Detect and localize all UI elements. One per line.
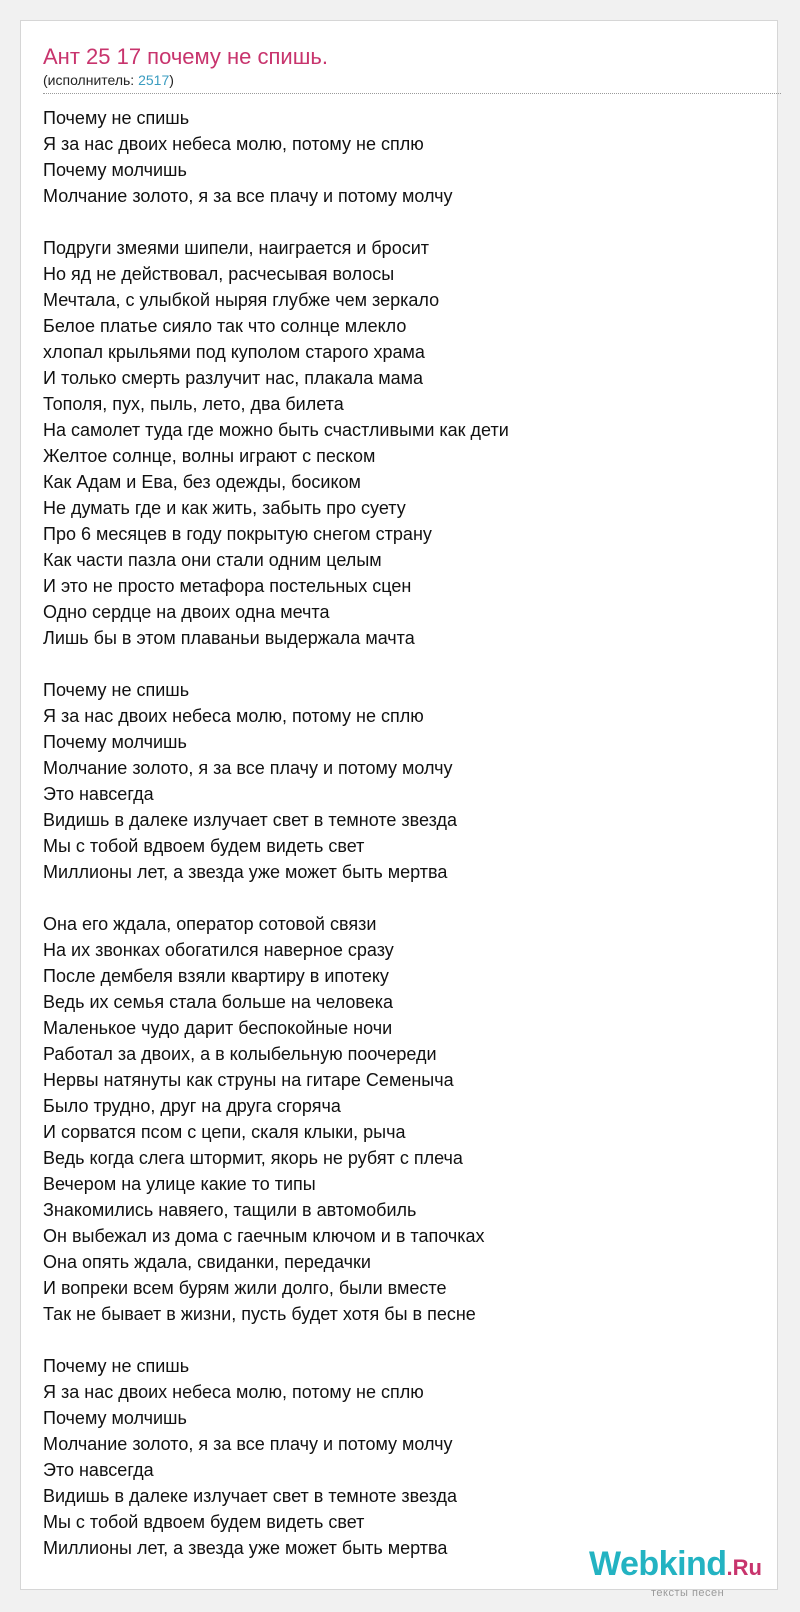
lyric-line: Миллионы лет, а звезда уже может быть мертва xyxy=(43,1538,448,1558)
lyric-line: На самолет туда где можно быть счастливыми как дети xyxy=(43,420,509,440)
lyric-line: хлопал крыльями под куполом старого храма xyxy=(43,342,425,362)
lyric-line: Про 6 месяцев в году покрытую снегом страну xyxy=(43,524,432,544)
lyric-line: Почему не спишь xyxy=(43,680,190,700)
lyric-line: Почему молчишь xyxy=(43,1408,187,1428)
artist-prefix: (исполнитель: xyxy=(43,72,139,88)
stanza-gap xyxy=(43,1327,509,1353)
lyric-line: Мы с тобой вдвоем будем видеть свет xyxy=(43,836,365,856)
lyric-line: Было трудно, друг на друга сгоряча xyxy=(43,1096,341,1116)
lyric-line: Ведь когда слега штормит, якорь не рубят с плеча xyxy=(43,1148,463,1168)
lyric-line: Мечтала, с улыбкой ныряя глубже чем зеркало xyxy=(43,290,440,310)
lyric-line: Как части пазла они стали одним целым xyxy=(43,550,382,570)
lyric-line: Маленькое чудо дарит беспокойные ночи xyxy=(43,1018,393,1038)
lyric-line: Нервы натянуты как струны на гитаре Семеныча xyxy=(43,1070,454,1090)
lyric-line: После дембеля взяли квартиру в ипотеку xyxy=(43,966,389,986)
lyric-line: И это не просто метафора постельных сцен xyxy=(43,576,412,596)
stanza-gap xyxy=(43,209,509,235)
lyric-line: Подруги змеями шипели, наиграется и бросит xyxy=(43,238,429,258)
lyric-line: Это навсегда xyxy=(43,784,154,804)
lyrics-text xyxy=(43,105,509,1561)
lyric-line: Это навсегда xyxy=(43,1460,154,1480)
lyric-line: Видишь в далеке излучает свет в темноте звезда xyxy=(43,1486,457,1506)
lyric-line: Молчание золото, я за все плачу и потому молчу xyxy=(43,758,453,778)
logo-tld-text: .Ru xyxy=(726,1555,762,1580)
lyric-line: И только смерть разлучит нас, плакала мама xyxy=(43,368,424,388)
lyric-line: Знакомились навяего, тащили в автомобиль xyxy=(43,1200,417,1220)
lyric-line: Работал за двоих, а в колыбельную поочереди xyxy=(43,1044,437,1064)
lyric-line: Как Адам и Ева, без одежды, босиком xyxy=(43,472,361,492)
artist-suffix: ) xyxy=(169,72,174,88)
stanza-gap xyxy=(43,885,509,911)
lyric-line: Мы с тобой вдвоем будем видеть свет xyxy=(43,1512,365,1532)
lyric-line: Молчание золото, я за все плачу и потому молчу xyxy=(43,1434,453,1454)
lyric-line: Она его ждала, оператор сотовой связи xyxy=(43,914,377,934)
lyric-line: Белое платье сияло так что солнце млекло xyxy=(43,316,407,336)
lyric-line: Почему не спишь xyxy=(43,1356,190,1376)
lyric-line: Почему молчишь xyxy=(43,732,187,752)
lyric-line: Молчание золото, я за все плачу и потому молчу xyxy=(43,186,453,206)
stanza-gap xyxy=(43,651,509,677)
lyric-line: Она опять ждала, свиданки, передачки xyxy=(43,1252,371,1272)
lyric-line: Миллионы лет, а звезда уже может быть мертва xyxy=(43,862,448,882)
header-divider xyxy=(43,93,781,94)
lyric-line: Так не бывает в жизни, пусть будет хотя бы в песне xyxy=(43,1304,476,1324)
lyric-line: Не думать где и как жить, забыть про суету xyxy=(43,498,406,518)
logo-subtitle: тексты песен xyxy=(651,1587,725,1599)
lyric-line: Ведь их семья стала больше на человека xyxy=(43,992,394,1012)
artist-link[interactable]: 2517 xyxy=(138,72,170,88)
lyric-line: И вопреки всем бурям жили долго, были вместе xyxy=(43,1278,447,1298)
lyric-line: Вечером на улице какие то типы xyxy=(43,1174,316,1194)
lyric-line: Я за нас двоих небеса молю, потому не сплю xyxy=(43,1382,424,1402)
page-title: Ант 25 17 почему не спишь. xyxy=(43,44,328,69)
lyric-line: Почему молчишь xyxy=(43,160,187,180)
lyrics-card xyxy=(20,20,778,1599)
lyric-line: Я за нас двоих небеса молю, потому не сплю xyxy=(43,706,424,726)
lyric-line: Я за нас двоих небеса молю, потому не сплю xyxy=(43,134,424,154)
lyric-line: На их звонках обогатился наверное сразу xyxy=(43,940,394,960)
lyric-line: Одно сердце на двоих одна мечта xyxy=(43,602,330,622)
site-logo[interactable] xyxy=(589,1545,789,1599)
lyric-line: Но яд не действовал, расчесывая волосы xyxy=(43,264,395,284)
logo-main-text: Webkind xyxy=(589,1545,727,1583)
artist-line xyxy=(43,72,174,88)
lyric-line: Тополя, пух, пыль, лето, два билета xyxy=(43,394,344,414)
lyric-line: И сорватся псом с цепи, скаля клыки, рыча xyxy=(43,1122,406,1142)
lyric-line: Лишь бы в этом плаваньи выдержала мачта xyxy=(43,628,415,648)
lyric-line: Почему не спишь xyxy=(43,108,190,128)
lyric-line: Видишь в далеке излучает свет в темноте звезда xyxy=(43,810,457,830)
lyric-line: Он выбежал из дома с гаечным ключом и в тапочках xyxy=(43,1226,485,1246)
lyric-line: Желтое солнце, волны играют с песком xyxy=(43,446,376,466)
